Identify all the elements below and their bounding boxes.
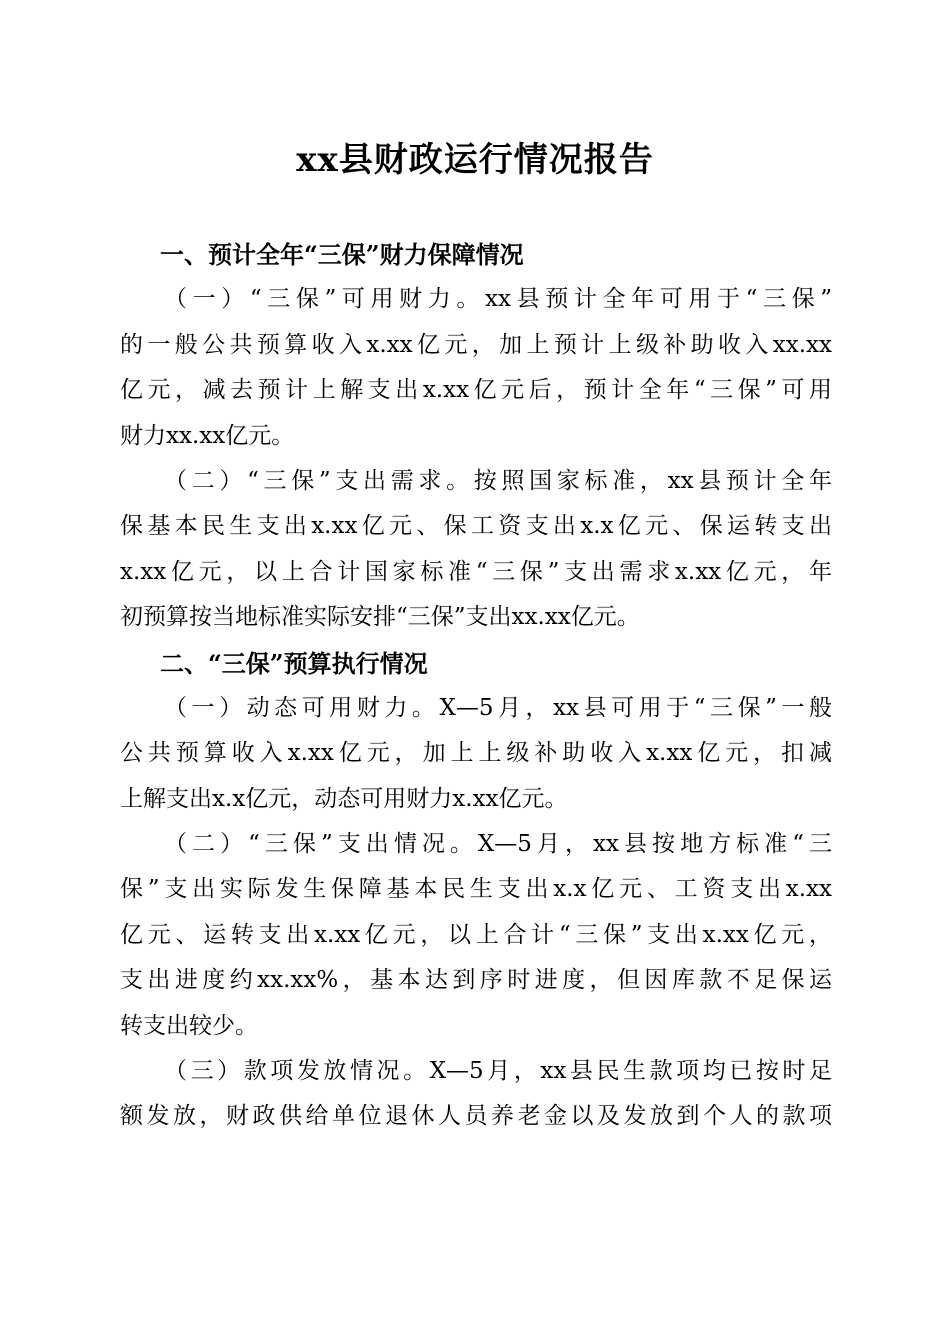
paragraph-line: （三）款项发放情况。X—5月，xx县民生款项均已按时足 [164,1058,832,1085]
document-title: xx县财政运行情况报告 [296,140,654,180]
paragraph-line: 转支出较少。 [120,1012,258,1039]
paragraph-line: 公共预算收入x.xx亿元，加上上级补助收入x.xx亿元，扣减 [120,740,832,767]
paragraph-line: （一）“三保”可用财力。xx县预计全年可用于“三保” [164,286,832,313]
paragraph-line: 财力xx.xx亿元。 [120,422,295,449]
paragraph-line: 上解支出x.x亿元，动态可用财力x.xx亿元。 [120,785,568,812]
paragraph-line: （二）“三保”支出需求。按照国家标准，xx县预计全年 [164,467,832,494]
paragraph-line: x.xx亿元，以上合计国家标准“三保”支出需求x.xx亿元，年 [120,558,832,585]
paragraph-line: （二）“三保”支出情况。X—5月，xx县按地方标准“三 [164,831,832,858]
paragraph-line: 亿元、运转支出x.xx亿元，以上合计“三保”支出x.xx亿元， [120,921,832,948]
paragraph-line: 的一般公共预算收入x.xx亿元，加上预计上级补助收入xx.xx [120,331,832,358]
paragraph-line: 保基本民生支出x.xx亿元、保工资支出x.x亿元、保运转支出 [120,513,832,540]
paragraph-line: （一）动态可用财力。X—5月，xx县可用于“三保”一般 [164,694,832,721]
paragraph-line: 亿元，减去预计上解支出x.xx亿元后，预计全年“三保”可用 [120,377,832,404]
section-heading-2: 二、“三保”预算执行情况 [160,648,428,678]
paragraph-line: 支出进度约xx.xx%，基本达到序时进度，但因库款不足保运 [120,967,832,994]
document-body [120,232,832,1140]
section-heading-1: 一、预计全年“三保”财力保障情况 [160,240,524,269]
paragraph-line: 保”支出实际发生保障基本民生支出x.x亿元、工资支出x.xx [120,876,832,903]
paragraph-line: 初预算按当地标准实际安排“三保”支出xx.xx亿元。 [120,604,640,631]
paragraph-line: 额发放，财政供给单位退休人员养老金以及发放到个人的款项 [120,1103,832,1130]
